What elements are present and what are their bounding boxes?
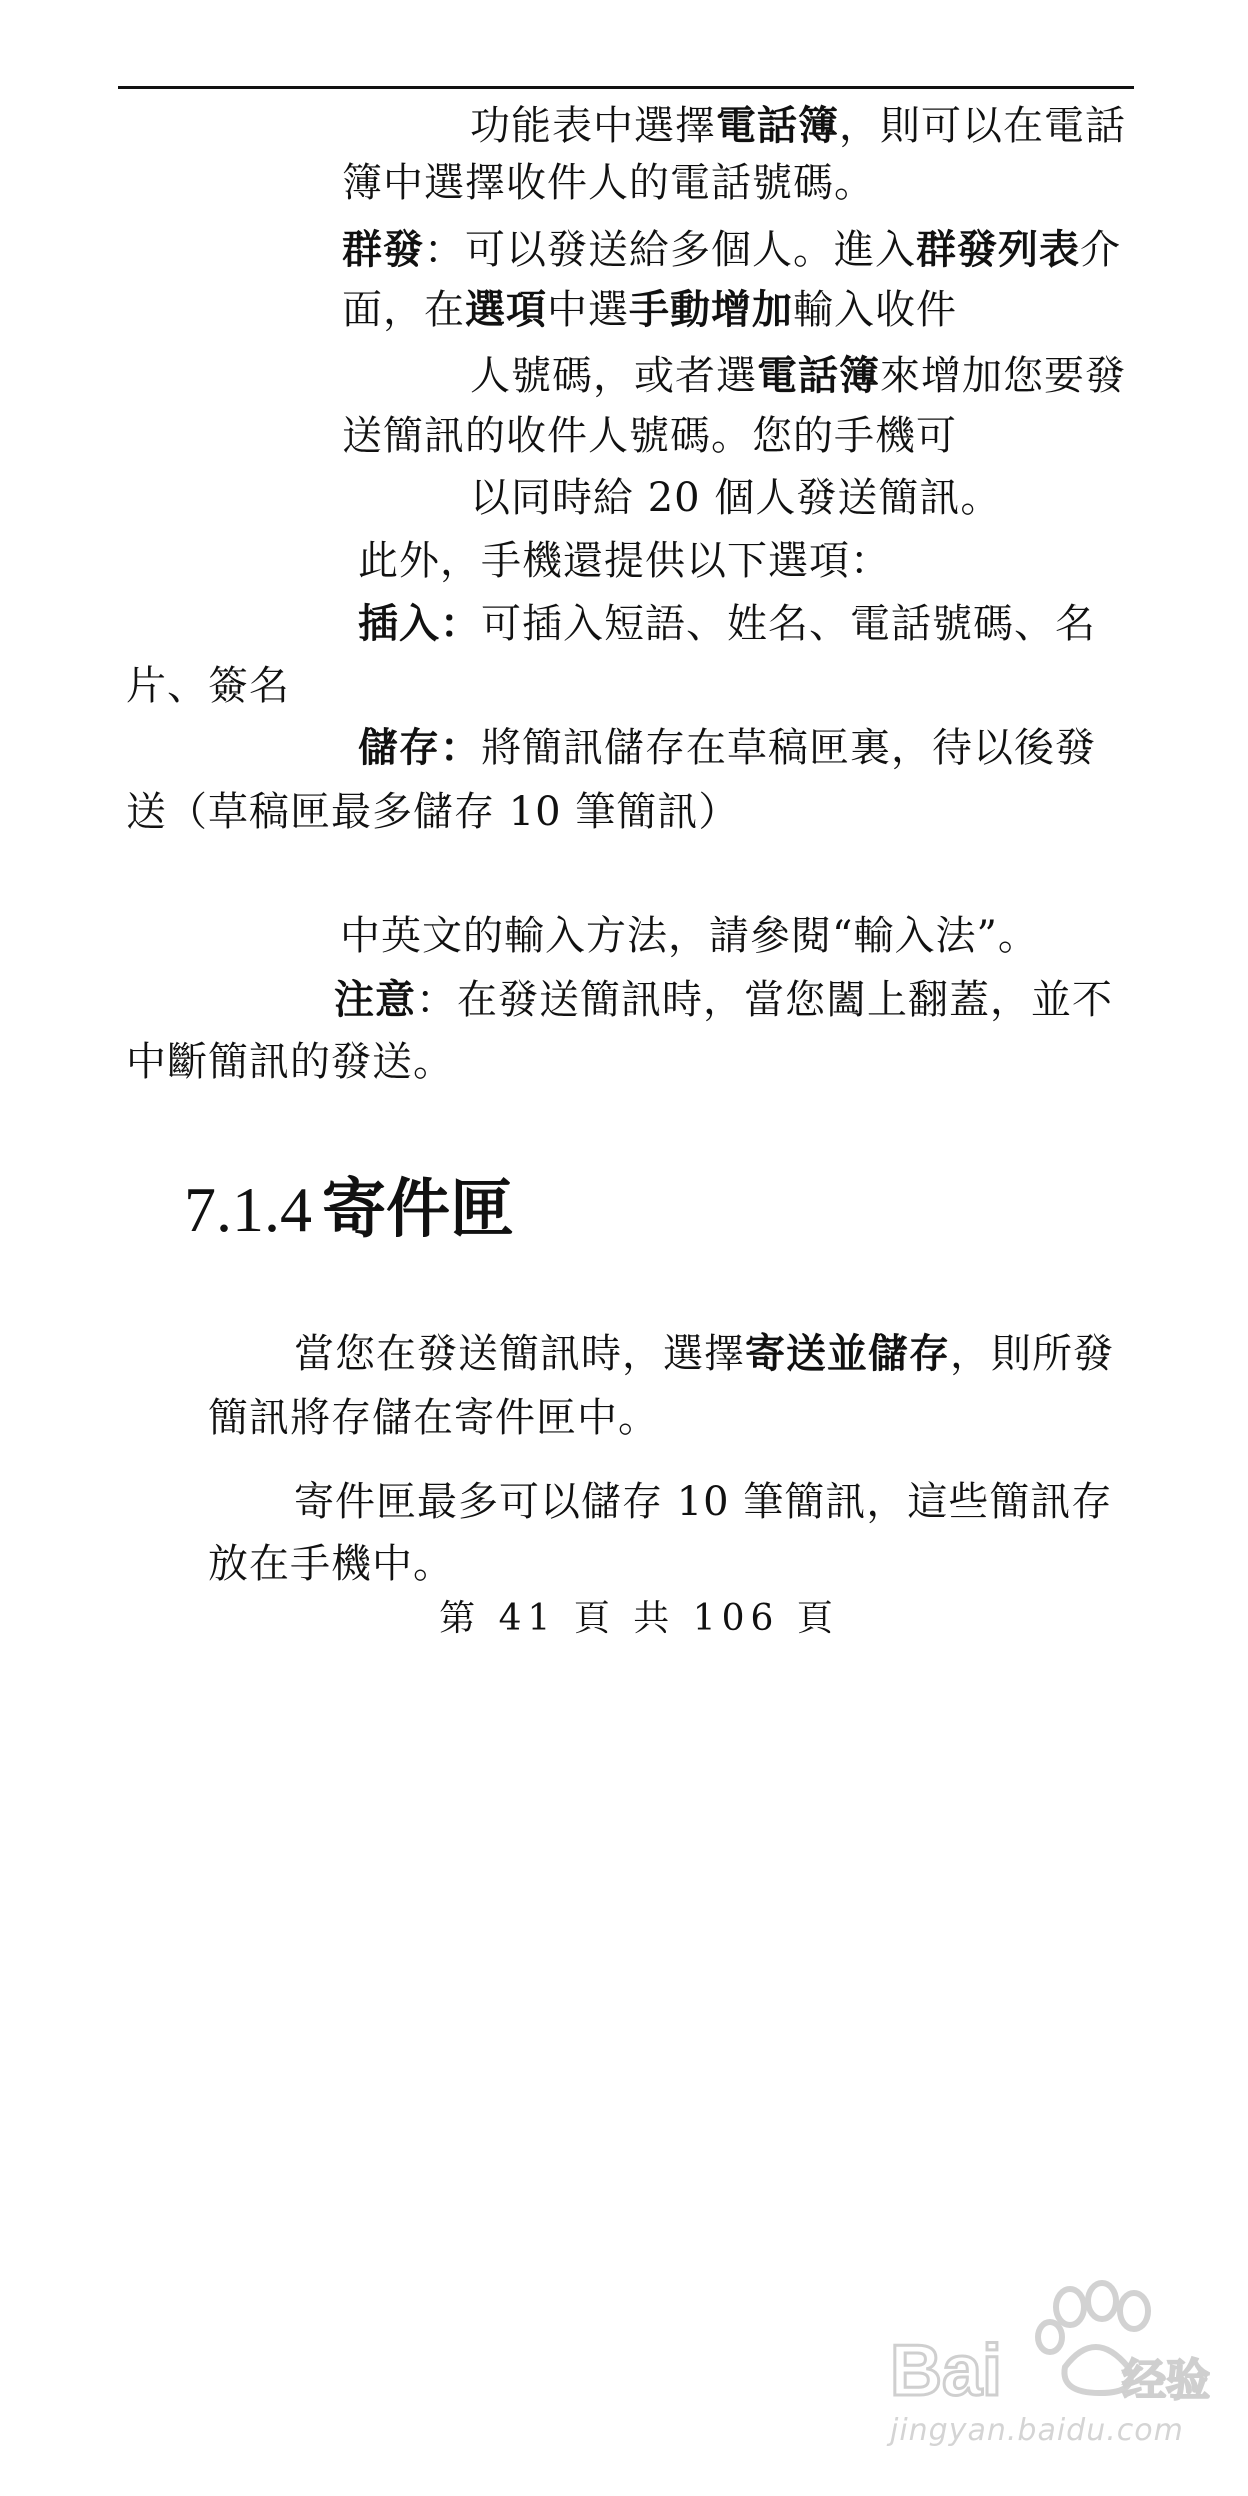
section-title: 寄件匣 [322,1173,514,1247]
para2-line4: 送簡訊的收件人號碼。您的手機可 [342,413,957,459]
section-heading [184,1170,514,1250]
notice-term: 注意 [334,977,416,1023]
header-rule [118,86,1134,89]
para1-line2: 簿中選擇收件人的電話號碼。 [342,160,875,206]
notice-line2: 中斷簡訊的發送。 [126,1039,454,1085]
option-save: 儲存：將簡訊儲存在草稿匣裏，待以後發 [358,725,1096,771]
group-list-term: 群發列表 [916,227,1080,273]
options-term: 選項 [465,287,547,333]
option-insert: 插入：可插入短語、姓名、電話號碼、名 [358,601,1096,647]
section-para2-line1: 寄件匣最多可以儲存 10 筆簡訊，這些簡訊存 [294,1479,1113,1525]
option-insert-cont: 片、簽名 [126,663,290,709]
insert-term: 插入： [358,601,481,647]
phonebook-term: 電話簿 [716,103,839,149]
notice-line1: 注意：在發送簡訊時，當您闔上翻蓋，並不 [334,977,1113,1023]
phonebook-term-2: 電話簿 [757,353,880,399]
send-and-save-term: 寄送並儲存 [745,1331,950,1377]
section-number: 7.1.4 [184,1174,312,1245]
para1-line1: 功能表中選擇電話簿，則可以在電話 [470,103,1126,149]
svg-text:Bai: Bai [890,2331,1003,2411]
para2-line3: 人號碼，或者選電話簿來增加您要發 [470,353,1126,399]
save-term: 儲存： [358,725,481,771]
section-para1-line1: 當您在發送簡訊時，選擇寄送並儲存，則所發 [294,1331,1114,1377]
svg-text:经验: 经验 [1122,2356,1210,2405]
option-save-cont: 送（草稿匣最多儲存 10 筆簡訊） [126,789,740,835]
baidu-watermark [890,2275,1210,2465]
watermark-url: jingyan.baidu.com [890,2413,1184,2448]
section-para2-line2: 放在手機中。 [208,1541,454,1587]
manual-add-term: 手動增加 [629,287,793,333]
section-para1-line2: 簡訊將存儲在寄件匣中。 [208,1395,659,1441]
group-send-term: 群發 [342,227,424,273]
input-method-note: 中英文的輸入方法，請參閱“輸入法”。 [340,913,1039,959]
options-intro: 此外，手機還提供以下選項： [358,538,891,584]
page-footer: 第 41 頁 共 106 頁 [439,1598,839,1639]
para2-line5: 以同時給 20 個人發送簡訊。 [470,475,1002,521]
para2-line1: 群發：可以發送給多個人。進入群發列表介 [342,227,1121,273]
para2-line2: 面，在選項中選手動增加輸入收件 [342,287,957,333]
baidu-paw-icon [890,2275,1210,2415]
